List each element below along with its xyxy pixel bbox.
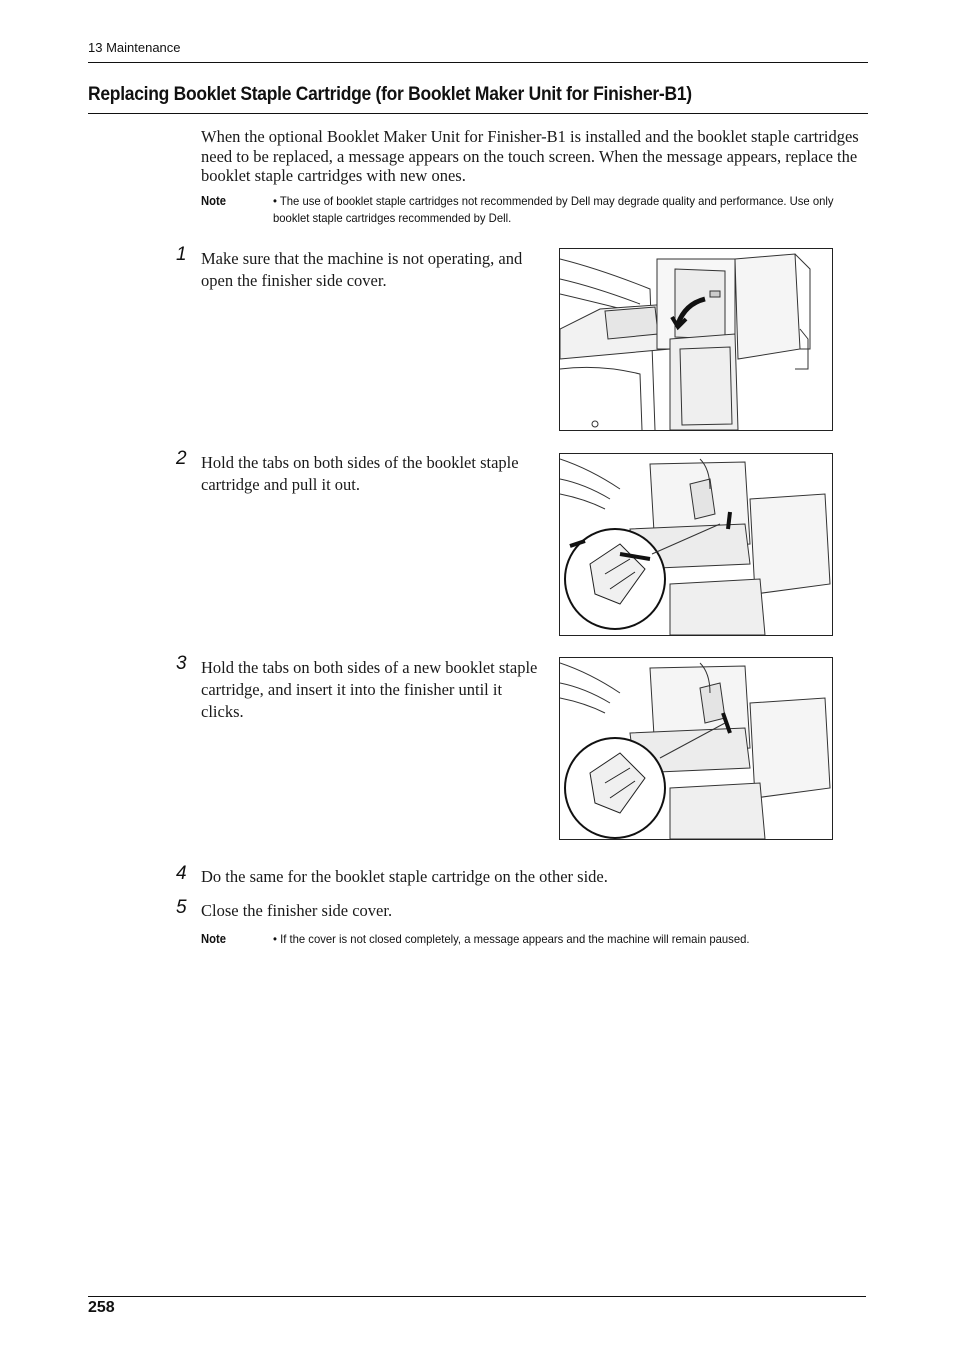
page-number: 258 [88,1299,115,1316]
step-number: 2 [176,448,187,469]
figure-open-cover [559,248,833,431]
step-text: Hold the tabs on both sides of a new booklet staple cartridge, and insert it into the finisher until it clicks. [201,658,538,721]
intro-paragraph: When the optional Booklet Maker Unit for Finisher-B1 is installed and the booklet staple cartridges need to be replaced, a message appears on the touch screen. When the message appears, replace the booklet staple cartridges with new ones. [201,127,859,185]
insert-cartridge-illustration [560,658,832,839]
finisher-cover-illustration [560,249,832,430]
step-text: Make sure that the machine is not operating, and open the finisher side cover. [201,249,523,290]
step-text: Close the finisher side cover. [201,901,393,920]
step-number: 4 [176,863,187,884]
note-label: Note [201,932,227,946]
note-text: • The use of booklet staple cartridges not recommended by Dell may degrade quality and performance. Use only booklet staple cartridges recommended by Dell. [273,194,834,225]
pull-cartridge-illustration [560,454,832,635]
step-number: 1 [176,244,187,265]
figure-insert-cartridge [559,657,833,840]
step-text: Do the same for the booklet staple cartridge on the other side. [201,867,608,886]
step-number: 3 [176,653,187,674]
running-head: 13 Maintenance [88,40,181,55]
header-rule [88,62,868,63]
note-text: • If the cover is not closed completely, a message appears and the machine will remain paused. [273,932,750,946]
figure-pull-cartridge [559,453,833,636]
step-text: Hold the tabs on both sides of the booklet staple cartridge and pull it out. [201,453,519,494]
title-rule [88,113,868,114]
step-number: 5 [176,897,187,918]
note-label: Note [201,194,227,208]
footer-rule [88,1296,866,1297]
section-title: Replacing Booklet Staple Cartridge (for Booklet Maker Unit for Finisher-B1) [88,84,692,105]
